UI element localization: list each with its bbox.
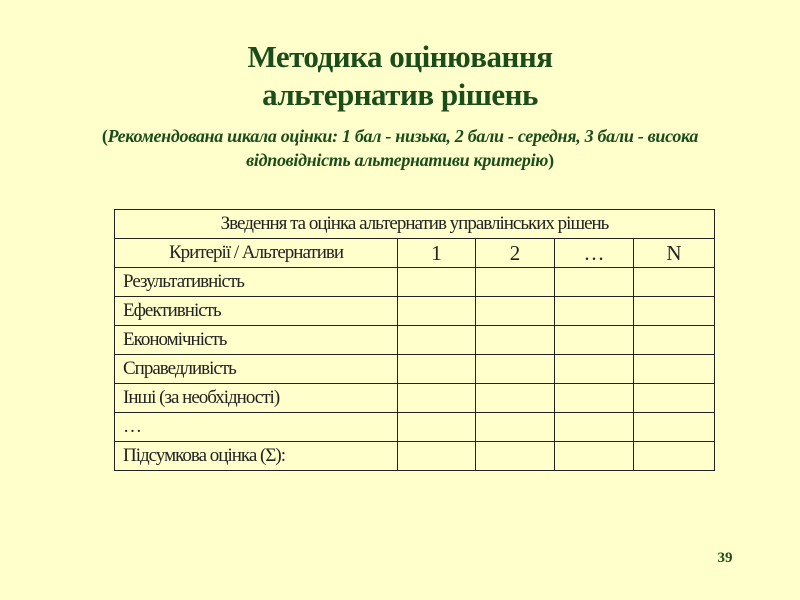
score-cell xyxy=(634,413,715,442)
score-cell xyxy=(634,355,715,384)
table-row xyxy=(115,384,715,413)
criterion-total-score: Підсумкова оцінка (Σ): xyxy=(115,442,398,471)
score-cell xyxy=(555,297,634,326)
table-header-row xyxy=(115,239,715,268)
score-cell xyxy=(398,355,476,384)
table-row xyxy=(115,355,715,384)
score-cell xyxy=(398,413,476,442)
score-cell xyxy=(398,384,476,413)
score-cell xyxy=(398,297,476,326)
header-alternative-n: N xyxy=(634,239,715,268)
score-cell xyxy=(555,326,634,355)
score-cell xyxy=(398,326,476,355)
slide-title-line-2: альтернатив рішень xyxy=(262,77,538,112)
score-cell xyxy=(634,268,715,297)
page-number: 39 xyxy=(717,550,733,566)
score-cell xyxy=(476,442,555,471)
score-cell xyxy=(634,326,715,355)
score-cell xyxy=(555,384,634,413)
criterion-fairness: Справедливість xyxy=(115,355,398,384)
score-cell xyxy=(476,355,555,384)
criterion-effectiveness: Результативність xyxy=(115,268,398,297)
score-cell xyxy=(476,413,555,442)
table-caption: Зведення та оцінка альтернатив управлінських рішень xyxy=(115,210,715,239)
criterion-efficiency: Ефективність xyxy=(115,297,398,326)
score-cell xyxy=(634,384,715,413)
table-caption-row xyxy=(115,210,715,239)
criterion-ellipsis: … xyxy=(115,413,398,442)
slide-title xyxy=(0,38,800,114)
slide-subtitle xyxy=(60,124,740,172)
subtitle-text: Рекомендована шкала оцінки: 1 бал - низька, 2 бали - середня, 3 бали - висока відповідність альтернативи критерію xyxy=(107,126,699,170)
header-alternative-2: 2 xyxy=(476,239,555,268)
table-row xyxy=(115,326,715,355)
subtitle-open-paren: ( xyxy=(101,126,108,146)
table-row xyxy=(115,442,715,471)
score-cell xyxy=(476,268,555,297)
table-row xyxy=(115,268,715,297)
slide-title-line-1: Методика оцінювання xyxy=(247,39,553,74)
score-cell xyxy=(634,442,715,471)
score-cell xyxy=(476,297,555,326)
score-cell xyxy=(555,413,634,442)
header-alternative-1: 1 xyxy=(398,239,476,268)
score-cell xyxy=(555,355,634,384)
criterion-other: Інші (за необхідності) xyxy=(115,384,398,413)
header-alternative-ellipsis: … xyxy=(555,239,634,268)
table-row xyxy=(115,297,715,326)
score-cell xyxy=(634,297,715,326)
score-cell xyxy=(398,268,476,297)
criterion-economy: Економічність xyxy=(115,326,398,355)
score-cell xyxy=(555,442,634,471)
score-cell xyxy=(476,326,555,355)
score-cell xyxy=(555,268,634,297)
subtitle-close-paren: ) xyxy=(548,150,554,170)
evaluation-table xyxy=(114,209,715,471)
table-row xyxy=(115,413,715,442)
score-cell xyxy=(398,442,476,471)
header-criteria-alternatives: Критерії / Альтернативи xyxy=(115,239,398,268)
score-cell xyxy=(476,384,555,413)
